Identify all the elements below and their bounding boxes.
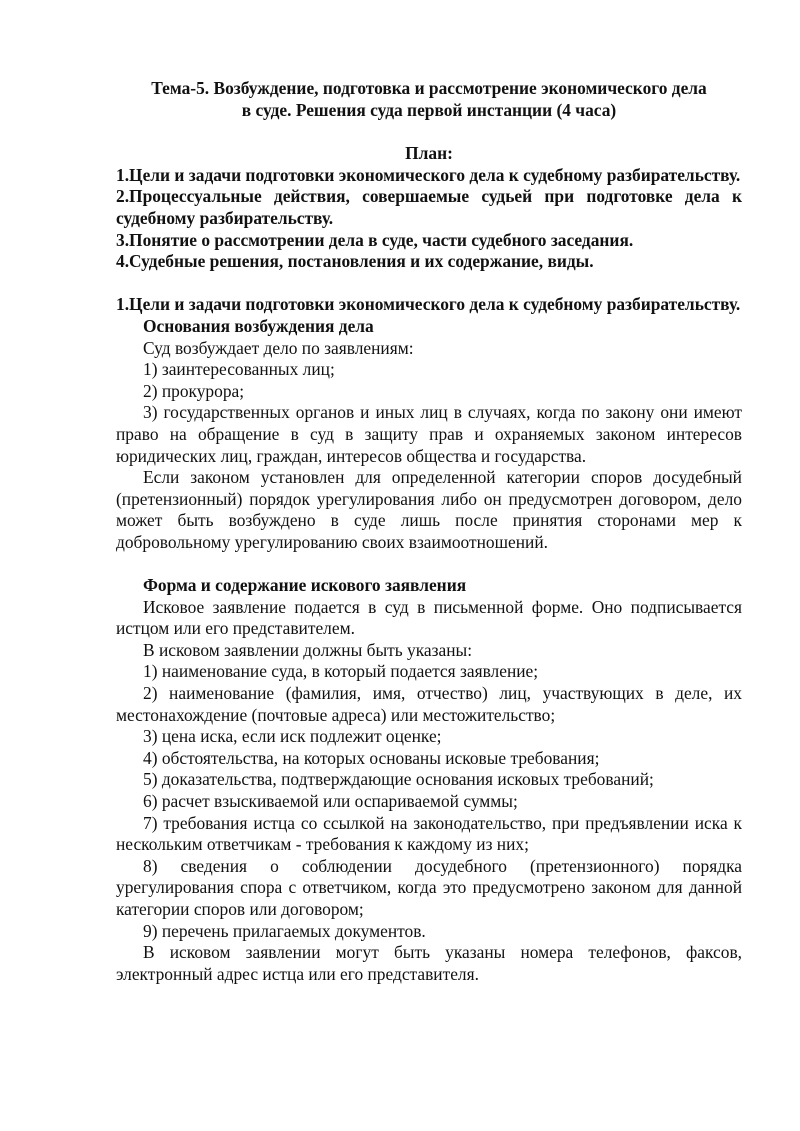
subsection-heading-claim-form: Форма и содержание искового заявления xyxy=(143,575,467,596)
list-item: 6) расчет взыскиваемой или оспариваемой суммы; xyxy=(143,791,518,811)
list-item: 1) заинтересованных лиц; xyxy=(143,359,335,380)
list-item: 4) обстоятельства, на которых основаны исковые требования; xyxy=(143,747,600,768)
list-item: 2) наименование (фамилия, имя, отчество) лиц, участвующих в деле, их местонахождение (почтовые адреса) или местожительство; xyxy=(116,683,742,725)
list-item: 7) требования истца со ссылкой на законодательство, при предъявлении иска к нескольким ответчикам - требования к каждому из них; xyxy=(116,812,742,855)
paragraph: Если законом установлен для определенной категории споров досудебный (претензионный) порядок урегулирования либо он предусмотрен договором, дело может быть возбуждено в суде лишь после принятия сторонами мер к добровольному урегулированию своих взаимоотношений. xyxy=(116,467,742,552)
list-item: 3) государственных органов и иных лиц в случаях, когда по закону они имеют право на обращение в суд в защиту прав и охраняемых законом интересов юридических лиц, граждан, интересов общества и государства. xyxy=(116,402,742,466)
plan-item-3: 3.Понятие о рассмотрении дела в суде, части судебного заседания. xyxy=(116,229,634,250)
plan-item-4: 4.Судебные решения, постановления и их содержание, виды. xyxy=(116,251,594,272)
page-title-line-1: Тема-5. Возбуждение, подготовка и рассмотрение экономического дела xyxy=(151,78,707,98)
plan-heading: План: xyxy=(405,143,453,164)
document-page xyxy=(116,78,742,985)
spacer xyxy=(116,273,742,295)
list-item: 8) сведения о соблюдении досудебного (претензионного) порядка урегулирования спора с ответчиком, когда это предусмотрено законом для данной категории споров или договором; xyxy=(116,855,742,919)
section-1-heading: 1.Цели и задачи подготовки экономического дела к судебному разбирательству. xyxy=(116,294,741,315)
plan-item-2: 2.Процессуальные действия, совершаемые судьей при подготовке дела к судебному разбирательству. xyxy=(116,186,742,228)
plan-item-1: 1.Цели и задачи подготовки экономического дела к судебному разбирательству. xyxy=(116,164,741,185)
list-item: 9) перечень прилагаемых документов. xyxy=(143,920,426,941)
list-item: 2) прокурора; xyxy=(143,380,245,401)
paragraph: Суд возбуждает дело по заявлениям: xyxy=(143,337,414,358)
list-item: 5) доказательства, подтверждающие основания исковых требований; xyxy=(143,769,654,790)
list-item: 3) цена иска, если иск подлежит оценке; xyxy=(143,726,442,747)
list-item: 1) наименование суда, в который подается заявление; xyxy=(143,661,539,682)
subsection-heading-grounds: Основания возбуждения дела xyxy=(143,315,374,336)
paragraph: В исковом заявлении могут быть указаны номера телефонов, факсов, электронный адрес истца или его представителя. xyxy=(116,942,742,984)
paragraph: В исковом заявлении должны быть указаны: xyxy=(143,639,473,660)
spacer xyxy=(116,553,742,575)
paragraph: Исковое заявление подается в суд в письменной форме. Оно подписывается истцом или его представителем. xyxy=(116,596,742,639)
page-title-line-2: в суде. Решения суда первой инстанции (4 часа) xyxy=(241,99,617,120)
